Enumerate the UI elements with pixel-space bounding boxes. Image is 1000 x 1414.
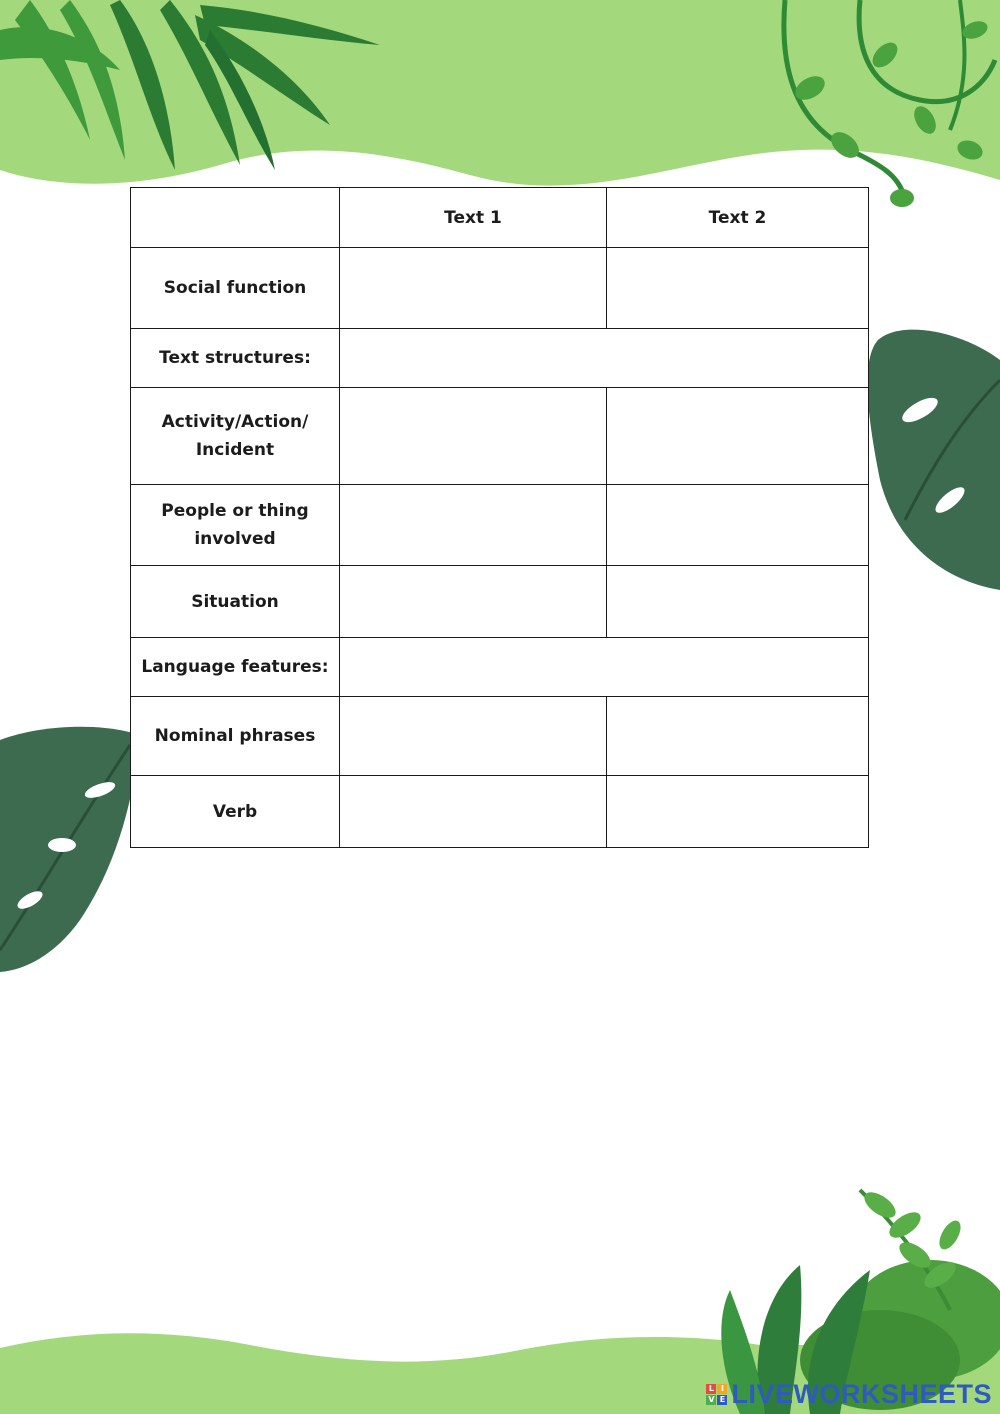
section-span-cell — [340, 638, 869, 697]
table-row — [131, 697, 869, 776]
row-label-people: People or thing involved — [131, 485, 340, 566]
row-label-verb: Verb — [131, 776, 340, 848]
header-text2: Text 2 — [607, 188, 869, 248]
answer-cell[interactable] — [340, 566, 607, 638]
answer-cell[interactable] — [607, 485, 869, 566]
row-label-activity: Activity/Action/ Incident — [131, 388, 340, 485]
answer-cell[interactable] — [607, 248, 869, 329]
monstera-leaf-icon — [867, 330, 1000, 590]
section-row — [131, 329, 869, 388]
answer-cell[interactable] — [607, 388, 869, 485]
liveworksheets-brand — [706, 1379, 992, 1410]
section-row — [131, 638, 869, 697]
answer-cell[interactable] — [340, 248, 607, 329]
header-corner-cell — [131, 188, 340, 248]
table-row — [131, 776, 869, 848]
header-text1: Text 1 — [340, 188, 607, 248]
brand-name: LIVEWORKSHEETS — [731, 1379, 992, 1409]
table-row — [131, 388, 869, 485]
logo-letter: E — [717, 1395, 727, 1405]
answer-cell[interactable] — [340, 776, 607, 848]
answer-cell[interactable] — [340, 697, 607, 776]
comparison-table — [130, 187, 869, 848]
row-label-text-structures: Text structures: — [131, 329, 340, 388]
section-span-cell — [340, 329, 869, 388]
answer-cell[interactable] — [340, 485, 607, 566]
header-row — [131, 188, 869, 248]
row-label-nominal-phrases: Nominal phrases — [131, 697, 340, 776]
answer-cell[interactable] — [607, 697, 869, 776]
logo-letter: I — [717, 1384, 727, 1394]
row-label-language-features: Language features: — [131, 638, 340, 697]
monstera-leaf-icon — [0, 727, 140, 972]
row-label-social-function: Social function — [131, 248, 340, 329]
row-label-situation: Situation — [131, 566, 340, 638]
table-row — [131, 566, 869, 638]
table-row — [131, 248, 869, 329]
answer-cell[interactable] — [340, 388, 607, 485]
table-row — [131, 485, 869, 566]
logo-letter: L — [706, 1384, 716, 1394]
answer-cell[interactable] — [607, 566, 869, 638]
brand-logo-icon — [706, 1384, 727, 1405]
logo-letter: V — [708, 1395, 715, 1404]
answer-cell[interactable] — [607, 776, 869, 848]
